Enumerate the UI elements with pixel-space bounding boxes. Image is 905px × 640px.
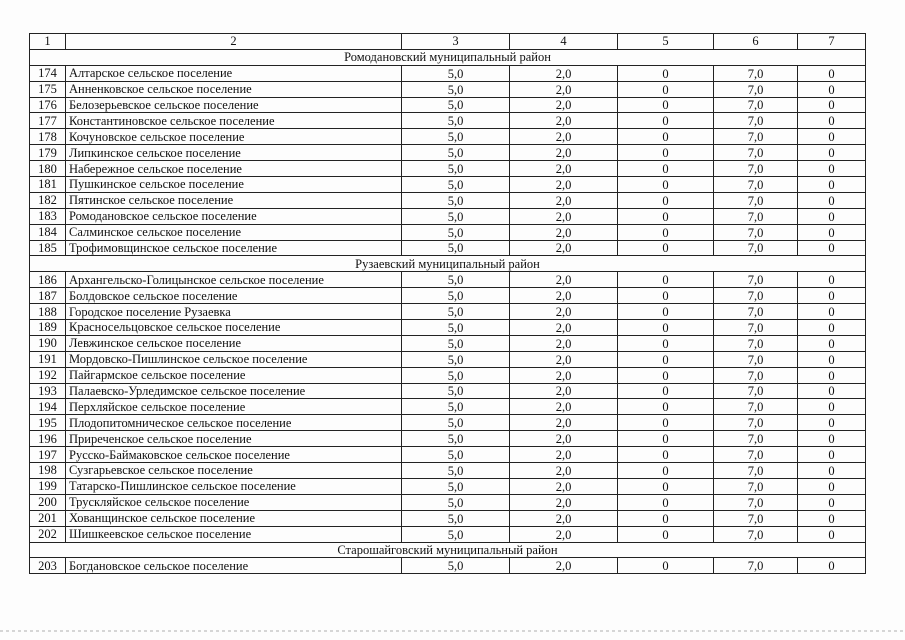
row-number: 198 bbox=[30, 463, 66, 479]
value-col-5: 0 bbox=[618, 367, 714, 383]
value-col-4: 2,0 bbox=[510, 463, 618, 479]
value-col-7: 0 bbox=[798, 129, 866, 145]
settlement-name: Русско-Баймаковское сельское поселение bbox=[66, 447, 402, 463]
settlement-name: Белозерьевское сельское поселение bbox=[66, 97, 402, 113]
row-number: 194 bbox=[30, 399, 66, 415]
value-col-6: 7,0 bbox=[714, 558, 798, 574]
value-col-6: 7,0 bbox=[714, 113, 798, 129]
value-col-7: 0 bbox=[798, 478, 866, 494]
value-col-4: 2,0 bbox=[510, 240, 618, 256]
value-col-5: 0 bbox=[618, 351, 714, 367]
settlement-name: Приреченское сельское поселение bbox=[66, 431, 402, 447]
table-row bbox=[30, 240, 866, 256]
row-number: 192 bbox=[30, 367, 66, 383]
value-col-5: 0 bbox=[618, 81, 714, 97]
header-row bbox=[30, 34, 866, 50]
value-col-5: 0 bbox=[618, 304, 714, 320]
value-col-6: 7,0 bbox=[714, 81, 798, 97]
table-row bbox=[30, 494, 866, 510]
row-number: 179 bbox=[30, 145, 66, 161]
value-col-5: 0 bbox=[618, 526, 714, 542]
value-col-7: 0 bbox=[798, 558, 866, 574]
value-col-5: 0 bbox=[618, 335, 714, 351]
value-col-7: 0 bbox=[798, 97, 866, 113]
value-col-5: 0 bbox=[618, 383, 714, 399]
value-col-6: 7,0 bbox=[714, 463, 798, 479]
settlement-name: Левжинское сельское поселение bbox=[66, 335, 402, 351]
row-number: 203 bbox=[30, 558, 66, 574]
row-number: 190 bbox=[30, 335, 66, 351]
table-row bbox=[30, 272, 866, 288]
settlement-name: Шишкеевское сельское поселение bbox=[66, 526, 402, 542]
row-number: 175 bbox=[30, 81, 66, 97]
value-col-4: 2,0 bbox=[510, 447, 618, 463]
settlement-name: Ромодановское сельское поселение bbox=[66, 208, 402, 224]
row-number: 177 bbox=[30, 113, 66, 129]
value-col-6: 7,0 bbox=[714, 240, 798, 256]
row-number: 186 bbox=[30, 272, 66, 288]
table-row bbox=[30, 288, 866, 304]
value-col-6: 7,0 bbox=[714, 208, 798, 224]
settlement-name: Богдановское сельское поселение bbox=[66, 558, 402, 574]
value-col-7: 0 bbox=[798, 367, 866, 383]
value-col-6: 7,0 bbox=[714, 288, 798, 304]
settlement-name: Пятинское сельское поселение bbox=[66, 192, 402, 208]
value-col-3: 5,0 bbox=[402, 335, 510, 351]
value-col-5: 0 bbox=[618, 65, 714, 81]
table-row bbox=[30, 129, 866, 145]
settlement-name: Архангельско-Голицынское сельское поселение bbox=[66, 272, 402, 288]
value-col-6: 7,0 bbox=[714, 320, 798, 336]
settlement-name: Пушкинское сельское поселение bbox=[66, 177, 402, 193]
value-col-7: 0 bbox=[798, 494, 866, 510]
value-col-3: 5,0 bbox=[402, 272, 510, 288]
value-col-4: 2,0 bbox=[510, 478, 618, 494]
value-col-4: 2,0 bbox=[510, 383, 618, 399]
value-col-3: 5,0 bbox=[402, 288, 510, 304]
value-col-3: 5,0 bbox=[402, 240, 510, 256]
settlement-name: Пайгармское сельское поселение bbox=[66, 367, 402, 383]
settlement-name: Татарско-Пишлинское сельское поселение bbox=[66, 478, 402, 494]
value-col-5: 0 bbox=[618, 558, 714, 574]
value-col-4: 2,0 bbox=[510, 288, 618, 304]
value-col-7: 0 bbox=[798, 510, 866, 526]
table-row bbox=[30, 192, 866, 208]
value-col-7: 0 bbox=[798, 224, 866, 240]
value-col-7: 0 bbox=[798, 161, 866, 177]
value-col-4: 2,0 bbox=[510, 65, 618, 81]
value-col-7: 0 bbox=[798, 526, 866, 542]
row-number: 183 bbox=[30, 208, 66, 224]
value-col-5: 0 bbox=[618, 320, 714, 336]
settlement-name: Анненковское сельское поселение bbox=[66, 81, 402, 97]
settlement-name: Кочуновское сельское поселение bbox=[66, 129, 402, 145]
value-col-4: 2,0 bbox=[510, 192, 618, 208]
settlement-name: Сузгарьевское сельское поселение bbox=[66, 463, 402, 479]
table-row bbox=[30, 208, 866, 224]
table-row bbox=[30, 478, 866, 494]
row-number: 185 bbox=[30, 240, 66, 256]
value-col-4: 2,0 bbox=[510, 320, 618, 336]
value-col-7: 0 bbox=[798, 463, 866, 479]
header-col-3: 3 bbox=[402, 34, 510, 50]
value-col-3: 5,0 bbox=[402, 510, 510, 526]
value-col-6: 7,0 bbox=[714, 351, 798, 367]
table-row bbox=[30, 335, 866, 351]
value-col-4: 2,0 bbox=[510, 161, 618, 177]
settlement-name: Перхляйское сельское поселение bbox=[66, 399, 402, 415]
settlement-name: Константиновское сельское поселение bbox=[66, 113, 402, 129]
value-col-5: 0 bbox=[618, 161, 714, 177]
value-col-6: 7,0 bbox=[714, 447, 798, 463]
value-col-3: 5,0 bbox=[402, 558, 510, 574]
value-col-3: 5,0 bbox=[402, 478, 510, 494]
table-body bbox=[30, 49, 866, 573]
value-col-3: 5,0 bbox=[402, 129, 510, 145]
value-col-7: 0 bbox=[798, 288, 866, 304]
table-row bbox=[30, 447, 866, 463]
value-col-6: 7,0 bbox=[714, 304, 798, 320]
value-col-4: 2,0 bbox=[510, 510, 618, 526]
value-col-4: 2,0 bbox=[510, 367, 618, 383]
row-number: 199 bbox=[30, 478, 66, 494]
value-col-4: 2,0 bbox=[510, 351, 618, 367]
value-col-3: 5,0 bbox=[402, 415, 510, 431]
value-col-6: 7,0 bbox=[714, 510, 798, 526]
value-col-6: 7,0 bbox=[714, 129, 798, 145]
value-col-3: 5,0 bbox=[402, 81, 510, 97]
table-row bbox=[30, 81, 866, 97]
value-col-6: 7,0 bbox=[714, 97, 798, 113]
row-number: 188 bbox=[30, 304, 66, 320]
value-col-4: 2,0 bbox=[510, 208, 618, 224]
row-number: 181 bbox=[30, 177, 66, 193]
value-col-6: 7,0 bbox=[714, 65, 798, 81]
value-col-7: 0 bbox=[798, 272, 866, 288]
value-col-5: 0 bbox=[618, 494, 714, 510]
value-col-7: 0 bbox=[798, 208, 866, 224]
row-number: 189 bbox=[30, 320, 66, 336]
section-title: Рузаевский муниципальный район bbox=[30, 256, 866, 272]
value-col-7: 0 bbox=[798, 177, 866, 193]
table-header bbox=[30, 34, 866, 50]
value-col-7: 0 bbox=[798, 383, 866, 399]
table-row bbox=[30, 304, 866, 320]
header-col-6: 6 bbox=[714, 34, 798, 50]
value-col-4: 2,0 bbox=[510, 526, 618, 542]
header-col-4: 4 bbox=[510, 34, 618, 50]
row-number: 180 bbox=[30, 161, 66, 177]
row-number: 197 bbox=[30, 447, 66, 463]
settlement-name: Алтарское сельское поселение bbox=[66, 65, 402, 81]
value-col-6: 7,0 bbox=[714, 478, 798, 494]
value-col-5: 0 bbox=[618, 288, 714, 304]
row-number: 196 bbox=[30, 431, 66, 447]
value-col-7: 0 bbox=[798, 113, 866, 129]
header-col-5: 5 bbox=[618, 34, 714, 50]
row-number: 201 bbox=[30, 510, 66, 526]
table-row bbox=[30, 526, 866, 542]
value-col-3: 5,0 bbox=[402, 192, 510, 208]
value-col-7: 0 bbox=[798, 399, 866, 415]
row-number: 191 bbox=[30, 351, 66, 367]
table-row bbox=[30, 399, 866, 415]
value-col-3: 5,0 bbox=[402, 304, 510, 320]
table-row bbox=[30, 224, 866, 240]
header-col-1: 1 bbox=[30, 34, 66, 50]
value-col-7: 0 bbox=[798, 304, 866, 320]
table-row bbox=[30, 510, 866, 526]
table-row bbox=[30, 558, 866, 574]
value-col-7: 0 bbox=[798, 447, 866, 463]
table-row bbox=[30, 161, 866, 177]
value-col-7: 0 bbox=[798, 351, 866, 367]
row-number: 187 bbox=[30, 288, 66, 304]
value-col-5: 0 bbox=[618, 224, 714, 240]
row-number: 200 bbox=[30, 494, 66, 510]
table-row bbox=[30, 367, 866, 383]
table-row bbox=[30, 320, 866, 336]
value-col-4: 2,0 bbox=[510, 415, 618, 431]
value-col-3: 5,0 bbox=[402, 463, 510, 479]
value-col-6: 7,0 bbox=[714, 383, 798, 399]
value-col-3: 5,0 bbox=[402, 320, 510, 336]
value-col-7: 0 bbox=[798, 65, 866, 81]
value-col-3: 5,0 bbox=[402, 526, 510, 542]
table-row bbox=[30, 97, 866, 113]
table-row bbox=[30, 113, 866, 129]
value-col-3: 5,0 bbox=[402, 161, 510, 177]
value-col-4: 2,0 bbox=[510, 177, 618, 193]
row-number: 174 bbox=[30, 65, 66, 81]
row-number: 202 bbox=[30, 526, 66, 542]
value-col-5: 0 bbox=[618, 399, 714, 415]
value-col-3: 5,0 bbox=[402, 383, 510, 399]
table-row bbox=[30, 463, 866, 479]
value-col-5: 0 bbox=[618, 177, 714, 193]
row-number: 184 bbox=[30, 224, 66, 240]
value-col-6: 7,0 bbox=[714, 526, 798, 542]
value-col-7: 0 bbox=[798, 415, 866, 431]
table-row bbox=[30, 415, 866, 431]
table-row bbox=[30, 145, 866, 161]
value-col-7: 0 bbox=[798, 431, 866, 447]
value-col-3: 5,0 bbox=[402, 351, 510, 367]
value-col-4: 2,0 bbox=[510, 494, 618, 510]
value-col-5: 0 bbox=[618, 431, 714, 447]
value-col-7: 0 bbox=[798, 335, 866, 351]
allocation-table bbox=[29, 33, 866, 574]
value-col-3: 5,0 bbox=[402, 224, 510, 240]
value-col-3: 5,0 bbox=[402, 97, 510, 113]
section-header-row bbox=[30, 542, 866, 558]
value-col-3: 5,0 bbox=[402, 65, 510, 81]
settlement-name: Городское поселение Рузаевка bbox=[66, 304, 402, 320]
value-col-7: 0 bbox=[798, 320, 866, 336]
value-col-5: 0 bbox=[618, 208, 714, 224]
value-col-5: 0 bbox=[618, 97, 714, 113]
section-header-row bbox=[30, 49, 866, 65]
section-title: Старошайговский муниципальный район bbox=[30, 542, 866, 558]
settlement-name: Набережное сельское поселение bbox=[66, 161, 402, 177]
value-col-6: 7,0 bbox=[714, 272, 798, 288]
value-col-3: 5,0 bbox=[402, 431, 510, 447]
table-row bbox=[30, 351, 866, 367]
settlement-name: Красносельцовское сельское поселение bbox=[66, 320, 402, 336]
table-row bbox=[30, 177, 866, 193]
value-col-7: 0 bbox=[798, 240, 866, 256]
value-col-4: 2,0 bbox=[510, 304, 618, 320]
settlement-name: Мордовско-Пишлинское сельское поселение bbox=[66, 351, 402, 367]
settlement-name: Плодопитомническое сельское поселение bbox=[66, 415, 402, 431]
settlement-name: Палаевско-Урледимское сельское поселение bbox=[66, 383, 402, 399]
value-col-7: 0 bbox=[798, 81, 866, 97]
value-col-3: 5,0 bbox=[402, 208, 510, 224]
value-col-6: 7,0 bbox=[714, 367, 798, 383]
value-col-5: 0 bbox=[618, 113, 714, 129]
section-header-row bbox=[30, 256, 866, 272]
value-col-6: 7,0 bbox=[714, 161, 798, 177]
value-col-4: 2,0 bbox=[510, 399, 618, 415]
value-col-3: 5,0 bbox=[402, 367, 510, 383]
settlement-name: Липкинское сельское поселение bbox=[66, 145, 402, 161]
value-col-7: 0 bbox=[798, 145, 866, 161]
table-row bbox=[30, 383, 866, 399]
value-col-6: 7,0 bbox=[714, 224, 798, 240]
value-col-5: 0 bbox=[618, 415, 714, 431]
value-col-4: 2,0 bbox=[510, 129, 618, 145]
value-col-5: 0 bbox=[618, 272, 714, 288]
value-col-4: 2,0 bbox=[510, 81, 618, 97]
value-col-5: 0 bbox=[618, 447, 714, 463]
value-col-5: 0 bbox=[618, 129, 714, 145]
value-col-3: 5,0 bbox=[402, 447, 510, 463]
row-number: 195 bbox=[30, 415, 66, 431]
value-col-5: 0 bbox=[618, 463, 714, 479]
scan-artifact-line bbox=[0, 630, 905, 632]
value-col-4: 2,0 bbox=[510, 431, 618, 447]
value-col-3: 5,0 bbox=[402, 113, 510, 129]
value-col-3: 5,0 bbox=[402, 494, 510, 510]
value-col-5: 0 bbox=[618, 478, 714, 494]
row-number: 193 bbox=[30, 383, 66, 399]
value-col-7: 0 bbox=[798, 192, 866, 208]
settlement-name: Салминское сельское поселение bbox=[66, 224, 402, 240]
header-col-7: 7 bbox=[798, 34, 866, 50]
value-col-5: 0 bbox=[618, 510, 714, 526]
section-title: Ромодановский муниципальный район bbox=[30, 49, 866, 65]
value-col-6: 7,0 bbox=[714, 192, 798, 208]
row-number: 182 bbox=[30, 192, 66, 208]
value-col-5: 0 bbox=[618, 240, 714, 256]
row-number: 178 bbox=[30, 129, 66, 145]
table-row bbox=[30, 65, 866, 81]
value-col-6: 7,0 bbox=[714, 177, 798, 193]
value-col-4: 2,0 bbox=[510, 224, 618, 240]
value-col-6: 7,0 bbox=[714, 415, 798, 431]
value-col-5: 0 bbox=[618, 145, 714, 161]
value-col-3: 5,0 bbox=[402, 177, 510, 193]
value-col-4: 2,0 bbox=[510, 558, 618, 574]
value-col-4: 2,0 bbox=[510, 272, 618, 288]
settlement-name: Хованщинское сельское поселение bbox=[66, 510, 402, 526]
value-col-6: 7,0 bbox=[714, 145, 798, 161]
settlement-name: Трускляйское сельское поселение bbox=[66, 494, 402, 510]
value-col-4: 2,0 bbox=[510, 97, 618, 113]
value-col-6: 7,0 bbox=[714, 431, 798, 447]
header-col-2: 2 bbox=[66, 34, 402, 50]
settlement-name: Трофимовщинское сельское поселение bbox=[66, 240, 402, 256]
value-col-3: 5,0 bbox=[402, 399, 510, 415]
table-row bbox=[30, 431, 866, 447]
value-col-5: 0 bbox=[618, 192, 714, 208]
value-col-6: 7,0 bbox=[714, 335, 798, 351]
value-col-4: 2,0 bbox=[510, 145, 618, 161]
value-col-4: 2,0 bbox=[510, 335, 618, 351]
value-col-3: 5,0 bbox=[402, 145, 510, 161]
value-col-6: 7,0 bbox=[714, 494, 798, 510]
settlement-name: Болдовское сельское поселение bbox=[66, 288, 402, 304]
value-col-4: 2,0 bbox=[510, 113, 618, 129]
row-number: 176 bbox=[30, 97, 66, 113]
value-col-6: 7,0 bbox=[714, 399, 798, 415]
